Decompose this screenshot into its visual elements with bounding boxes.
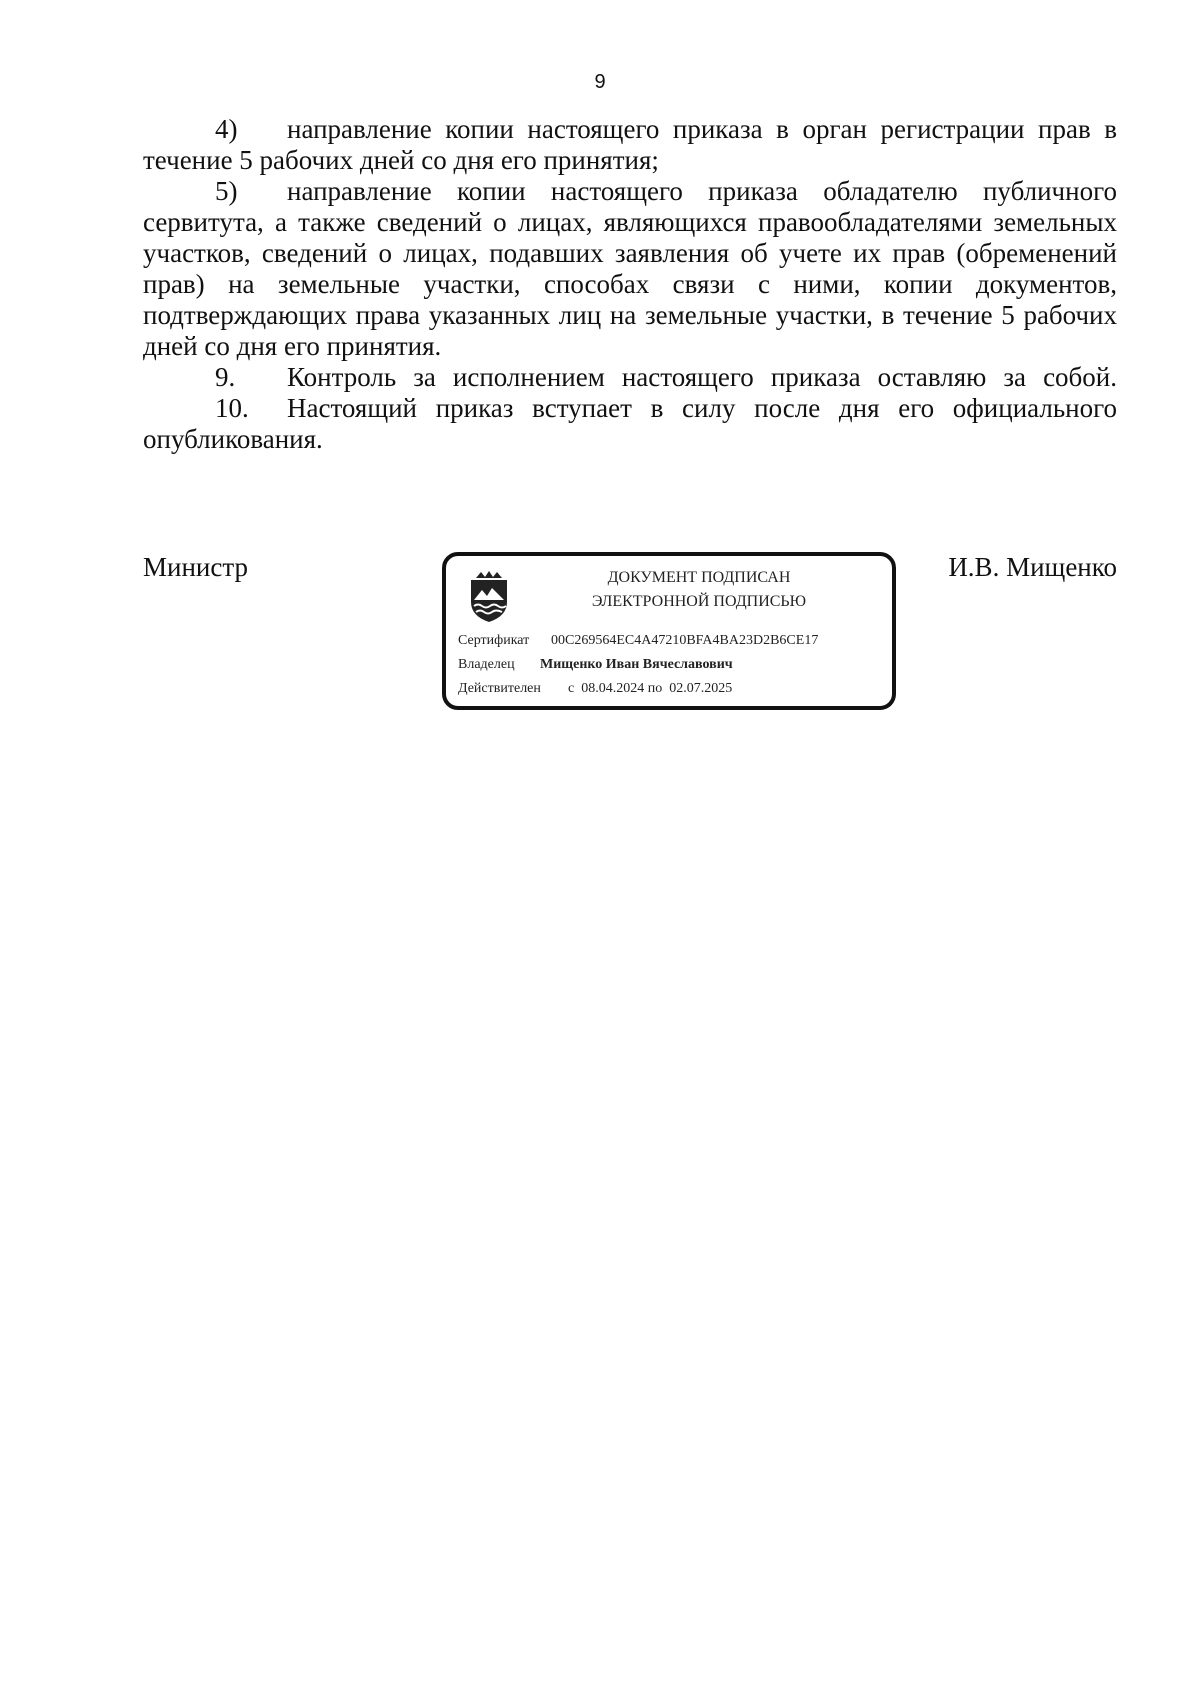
paragraph-text: Настоящий приказ вступает в силу после дня его официального опубликования. [143, 393, 1117, 454]
esign-certificate-row [458, 632, 818, 650]
esign-validity-label: Действителен [458, 681, 541, 696]
signature-block [143, 552, 1117, 722]
esign-valid-to-prefix: по [647, 681, 663, 696]
paragraph-text: направление копии настоящего приказа в орган регистрации прав в течение 5 рабочих дней со дня его принятия; [143, 114, 1117, 175]
order-body-text [143, 114, 1117, 455]
paragraph-item-5 [143, 176, 1117, 362]
electronic-signature-stamp [442, 552, 896, 710]
esign-certificate-value: 00C269564EC4A47210BFA4BA23D2B6CE17 [551, 633, 819, 648]
paragraph-item-9 [143, 362, 1117, 393]
paragraph-number: 4) [215, 114, 238, 144]
paragraph-number: 9. [215, 362, 236, 392]
esign-valid-to: 02.07.2025 [669, 681, 733, 696]
signer-name: И.В. Мищенко [948, 552, 1117, 582]
esign-title [516, 566, 882, 614]
esign-validity-row [458, 680, 732, 698]
paragraph-number: 5) [215, 176, 238, 206]
esign-owner-row [458, 656, 733, 674]
paragraph-number: 10. [215, 393, 249, 423]
page-number: 9 [594, 71, 606, 93]
esign-certificate-label: Сертификат [458, 633, 530, 648]
paragraph-item-4 [143, 114, 1117, 176]
esign-valid-from-prefix: с [568, 681, 575, 696]
esign-title-line: ЭЛЕКТРОННОЙ ПОДПИСЬЮ [591, 593, 807, 610]
paragraph-text: Контроль за исполнением настоящего приказа оставляю за собой. [287, 362, 1117, 392]
esign-title-line: ДОКУМЕНТ ПОДПИСАН [607, 569, 791, 586]
paragraph-text: направление копии настоящего приказа обладателю публичного сервитута, а также сведений о лицах, являющихся правообладателями земельных участков, сведений о лицах, подавших заявления об учете их прав (обременений прав) на земельные участки, способах связи с ними, копии документов, подтверждающих права указанных лиц на земельные участки, в течение 5 рабочих дней со дня его принятия. [143, 176, 1117, 361]
esign-valid-from: 08.04.2024 [581, 681, 645, 696]
esign-owner-label: Владелец [458, 657, 515, 672]
signer-position: Министр [143, 552, 248, 582]
paragraph-item-10 [143, 393, 1117, 455]
esign-owner-value: Мищенко Иван Вячеславович [540, 657, 733, 672]
regional-coat-of-arms-icon [464, 570, 514, 624]
